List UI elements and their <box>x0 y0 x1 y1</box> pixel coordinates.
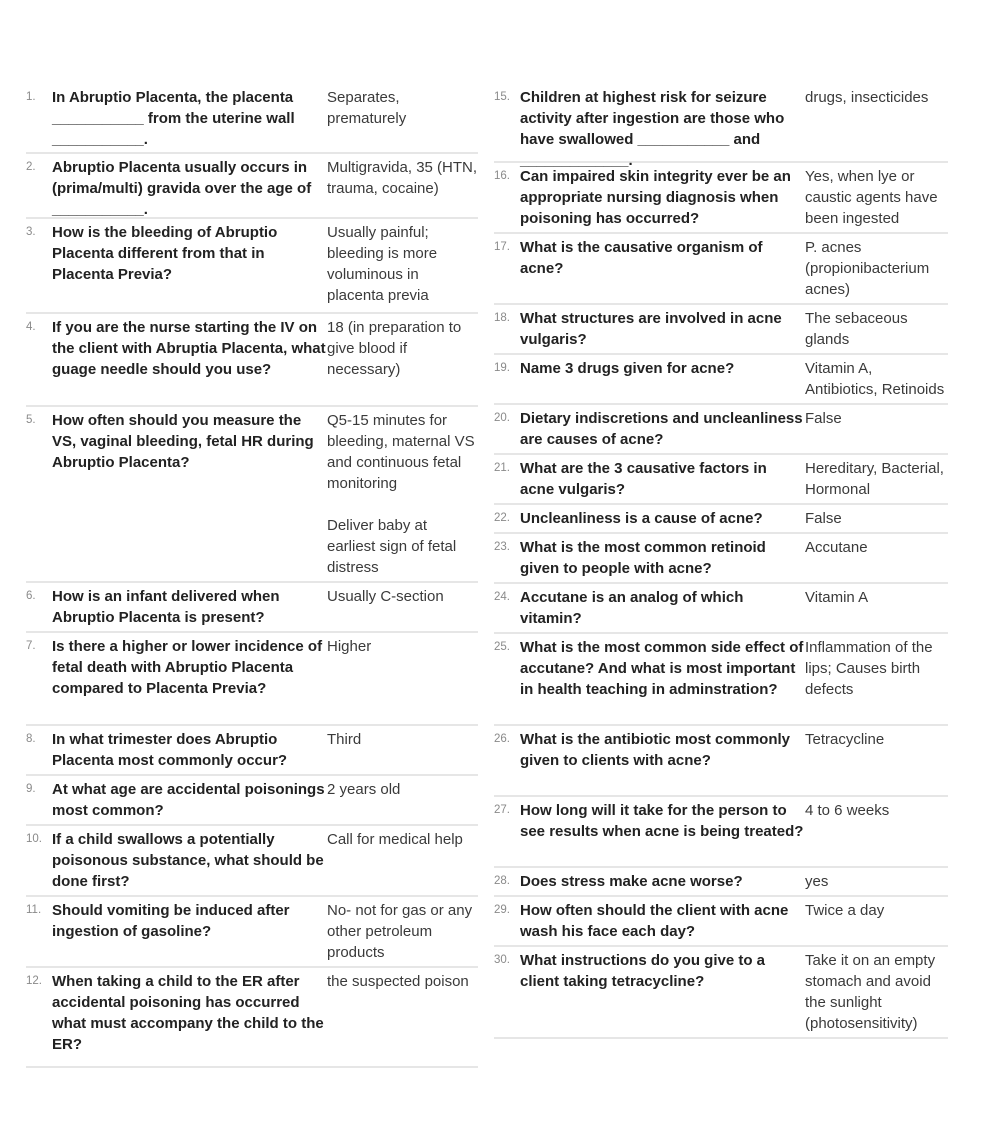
question-text: What is the most common retinoid given to people with acne? <box>520 539 766 577</box>
question-text: What is the most common side effect of accutane? And what is most important in health teaching in adminstration? <box>520 639 804 698</box>
answer-text: Multigravida, 35 (HTN, trauma, cocaine) <box>327 159 478 197</box>
flashcard-row <box>494 584 948 634</box>
flashcard-row <box>494 634 948 726</box>
answer-text: Hereditary, Bacterial, Hormonal <box>805 460 944 498</box>
question-number: 24. <box>494 591 510 603</box>
answer-text: Usually C-section <box>327 588 444 605</box>
flashcard-row <box>494 163 948 234</box>
flashcard-row <box>494 405 948 455</box>
flashcard-row <box>26 633 478 726</box>
question-text: Uncleanliness is a cause of acne? <box>520 510 763 527</box>
answer-text: False <box>805 510 842 527</box>
question-text: What is the causative organism of acne? <box>520 239 763 277</box>
question-text: If you are the nurse starting the IV on the client with Abruptia Placenta, what guage needle should you use? <box>52 319 326 378</box>
flashcard-row <box>494 505 948 534</box>
question-text: Is there a higher or lower incidence of fetal death with Abruptio Placenta compared to Placenta Previa? <box>52 638 323 697</box>
flashcard-row <box>494 868 948 897</box>
answer-text: the suspected poison <box>327 973 469 990</box>
answer-text: Inflammation of the lips; Causes birth defects <box>805 639 933 698</box>
question-text: When taking a child to the ER after accidental poisoning has occurred what must accompany the child to the ER? <box>52 973 324 1053</box>
flashcard-row <box>494 84 948 169</box>
question-text: Should vomiting be induced after ingestion of gasoline? <box>52 902 290 940</box>
left-column <box>26 84 478 1068</box>
question-text: How long will it take for the person to see results when acne is being treated? <box>520 802 804 840</box>
question-text: What are the 3 causative factors in acne vulgaris? <box>520 460 767 498</box>
question-number: 17. <box>494 241 510 253</box>
flashcard-row <box>26 219 478 314</box>
question-text: How often should you measure the VS, vaginal bleeding, fetal HR during Abruptio Placenta? <box>52 412 314 471</box>
question-text: What instructions do you give to a client taking tetracycline? <box>520 952 766 990</box>
question-text: Abruptio Placenta usually occurs in (prima/multi) gravida over the age of ___________. <box>52 159 312 218</box>
answer-text: Higher <box>327 638 372 655</box>
question-text: Does stress make acne worse? <box>520 873 743 890</box>
question-text: How is an infant delivered when Abruptio Placenta is present? <box>52 588 280 626</box>
flashcard-row <box>494 897 948 947</box>
question-number: 16. <box>494 170 510 182</box>
question-text: Accutane is an analog of which vitamin? <box>520 589 744 627</box>
flashcard-row <box>26 314 478 407</box>
question-number: 22. <box>494 512 510 524</box>
question-number: 11. <box>26 904 42 916</box>
answer-text: Separates, prematurely <box>327 89 407 127</box>
flashcard-row <box>26 826 478 897</box>
question-number: 8. <box>26 733 36 745</box>
question-number: 12. <box>26 975 42 987</box>
question-number: 4. <box>26 321 36 333</box>
flashcard-row <box>494 455 948 505</box>
answer-text: Tetracycline <box>805 731 885 748</box>
question-number: 27. <box>494 804 510 816</box>
flashcard-row <box>494 234 948 305</box>
question-number: 7. <box>26 640 36 652</box>
question-text: In Abruptio Placenta, the placenta ___________ from the uterine wall ___________. <box>52 89 295 148</box>
question-text: If a child swallows a potentially poisonous substance, what should be done first? <box>52 831 324 890</box>
flashcard-row <box>494 355 948 405</box>
question-text: How is the bleeding of Abruptio Placenta different from that in Placenta Previa? <box>52 224 278 283</box>
answer-text: The sebaceous glands <box>805 310 908 348</box>
answer-text: P. acnes (propionibacterium acnes) <box>805 239 930 298</box>
answer-text: 4 to 6 weeks <box>805 802 890 819</box>
question-text: Dietary indiscretions and uncleanliness are causes of acne? <box>520 410 803 448</box>
flashcard-row <box>494 726 948 797</box>
question-text: At what age are accidental poisonings most common? <box>52 781 325 819</box>
flashcard-row <box>494 797 948 868</box>
answer-text: yes <box>805 873 829 890</box>
question-number: 23. <box>494 541 510 553</box>
question-text: Name 3 drugs given for acne? <box>520 360 735 377</box>
flashcard-row <box>26 897 478 968</box>
question-text: In what trimester does Abruptio Placenta most commonly occur? <box>52 731 288 769</box>
question-number: 5. <box>26 414 36 426</box>
flashcard-row <box>26 84 478 154</box>
answer-text: Usually painful; bleeding is more voluminous in placenta previa <box>327 224 438 304</box>
question-number: 26. <box>494 733 510 745</box>
answer-text: 2 years old <box>327 781 401 798</box>
question-number: 21. <box>494 462 510 474</box>
flashcard-row <box>494 305 948 355</box>
answer-text: drugs, insecticides <box>805 89 929 106</box>
answer-text: No- not for gas or any other petroleum products <box>327 902 473 961</box>
question-number: 18. <box>494 312 510 324</box>
answer-text: Take it on an empty stomach and avoid the sunlight (photosensitivity) <box>805 952 936 1032</box>
answer-text: Q5-15 minutes for bleeding, maternal VS and continuous fetal monitoring Deliver baby at earliest sign of fetal distress <box>327 412 475 576</box>
answer-text: Third <box>327 731 362 748</box>
question-number: 9. <box>26 783 36 795</box>
question-text: Can impaired skin integrity ever be an appropriate nursing diagnosis when poisoning has occurred? <box>520 168 791 227</box>
flashcard-row <box>26 407 478 583</box>
flashcard-row <box>494 947 948 1039</box>
question-text: What is the antibiotic most commonly given to clients with acne? <box>520 731 791 769</box>
question-number: 3. <box>26 226 36 238</box>
answer-text: Accutane <box>805 539 868 556</box>
question-number: 2. <box>26 161 36 173</box>
flashcard-row <box>26 776 478 826</box>
flashcard-row <box>494 534 948 584</box>
question-text: What structures are involved in acne vulgaris? <box>520 310 782 348</box>
question-number: 28. <box>494 875 510 887</box>
question-number: 30. <box>494 954 510 966</box>
flashcard-row <box>26 583 478 633</box>
right-column <box>494 84 948 1039</box>
flashcard-row <box>26 968 478 1068</box>
question-number: 20. <box>494 412 510 424</box>
answer-text: Yes, when lye or caustic agents have been ingested <box>805 168 938 227</box>
answer-text: Vitamin A <box>805 589 869 606</box>
answer-text: False <box>805 410 842 427</box>
question-number: 29. <box>494 904 510 916</box>
question-number: 6. <box>26 590 36 602</box>
question-text: Children at highest risk for seizure activity after ingestion are those who have swallowed ___________ and _____________. <box>520 89 785 169</box>
question-number: 10. <box>26 833 42 845</box>
question-number: 1. <box>26 91 36 103</box>
answer-text: Twice a day <box>805 902 885 919</box>
answer-text: Vitamin A, Antibiotics, Retinoids <box>805 360 945 398</box>
question-text: How often should the client with acne wash his face each day? <box>520 902 789 940</box>
answer-text: 18 (in preparation to give blood if necessary) <box>327 319 462 378</box>
question-number: 19. <box>494 362 510 374</box>
flashcard-row <box>26 726 478 776</box>
question-number: 15. <box>494 91 510 103</box>
flashcard-row <box>26 154 478 219</box>
answer-text: Call for medical help <box>327 831 463 848</box>
question-number: 25. <box>494 641 510 653</box>
